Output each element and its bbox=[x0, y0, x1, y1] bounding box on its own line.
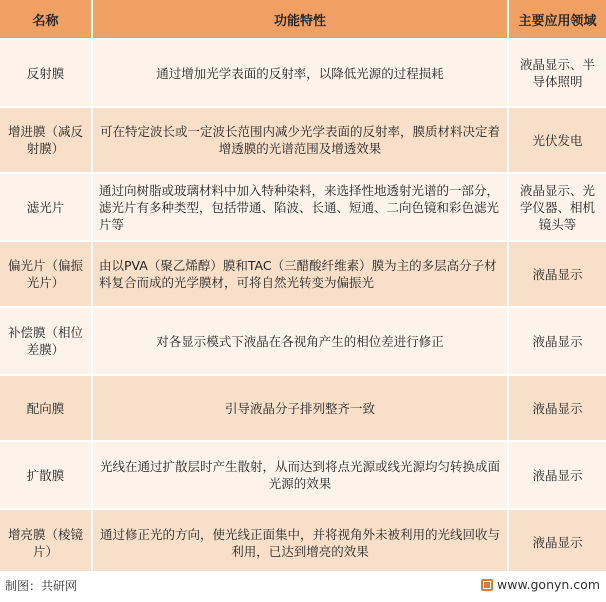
gonyn-logo-icon bbox=[481, 579, 493, 591]
table-row bbox=[0, 173, 606, 241]
cell-feature: 光线在通过扩散层时产生散射，从而达到将点光源或线光源均匀转换成面光源的效果 bbox=[92, 441, 508, 509]
cell-name: 偏光片（偏振光片） bbox=[0, 241, 92, 307]
cell-name: 补偿膜（相位差膜） bbox=[0, 307, 92, 375]
header-name: 名称 bbox=[0, 0, 92, 39]
cell-feature: 引导液晶分子排列整齐一致 bbox=[92, 375, 508, 441]
cell-feature: 可在特定波长或一定波长范围内减少光学表面的反射率，膜质材料决定着增透膜的光谱范围及增透效果 bbox=[92, 107, 508, 173]
cell-name: 扩散膜 bbox=[0, 441, 92, 509]
cell-application: 液晶显示 bbox=[508, 307, 606, 375]
table-header-row bbox=[0, 0, 606, 39]
table-row bbox=[0, 375, 606, 441]
cell-feature: 对各显示模式下液晶在各视角产生的相位差进行修正 bbox=[92, 307, 508, 375]
cell-application: 液晶显示 bbox=[508, 375, 606, 441]
cell-name: 反射膜 bbox=[0, 39, 92, 107]
cell-name: 配向膜 bbox=[0, 375, 92, 441]
site-url: www.gonyn.com bbox=[497, 577, 600, 592]
table-row bbox=[0, 107, 606, 173]
cell-application: 液晶显示 bbox=[508, 509, 606, 576]
header-application: 主要应用领域 bbox=[508, 0, 606, 39]
header-feature: 功能特性 bbox=[92, 0, 508, 39]
cell-application: 液晶显示、光学仪器、相机镜头等 bbox=[508, 173, 606, 241]
table-row bbox=[0, 241, 606, 307]
cell-name: 增亮膜（棱镜片） bbox=[0, 509, 92, 576]
table-row bbox=[0, 307, 606, 375]
cell-name: 滤光片 bbox=[0, 173, 92, 241]
footer bbox=[0, 571, 606, 602]
table-row bbox=[0, 509, 606, 576]
cell-feature: 通过增加光学表面的反射率，以降低光源的过程损耗 bbox=[92, 39, 508, 107]
site-credit bbox=[481, 577, 600, 592]
cell-application: 液晶显示 bbox=[508, 441, 606, 509]
cell-feature: 通过向树脂或玻璃材料中加入特种染料，来选择性地透射光谱的一部分，滤光片有多种类型，包括带通、陷波、长通、短通、二向色镜和彩色滤光片等 bbox=[92, 173, 508, 241]
source-label: 制图：共研网 bbox=[5, 579, 78, 593]
cell-name: 增进膜（减反射膜） bbox=[0, 107, 92, 173]
cell-feature: 通过修正光的方向，使光线正面集中，并将视角外未被利用的光线回收与利用，已达到增亮的效果 bbox=[92, 509, 508, 576]
cell-feature: 由以PVA（聚乙烯醇）膜和TAC（三醋酸纤维素）膜为主的多层高分子材料复合而成的光学膜材，可将自然光转变为偏振光 bbox=[92, 241, 508, 307]
cell-application: 光伏发电 bbox=[508, 107, 606, 173]
table-row bbox=[0, 441, 606, 509]
table-row bbox=[0, 39, 606, 107]
cell-application: 液晶显示、半导体照明 bbox=[508, 39, 606, 107]
cell-application: 液晶显示 bbox=[508, 241, 606, 307]
